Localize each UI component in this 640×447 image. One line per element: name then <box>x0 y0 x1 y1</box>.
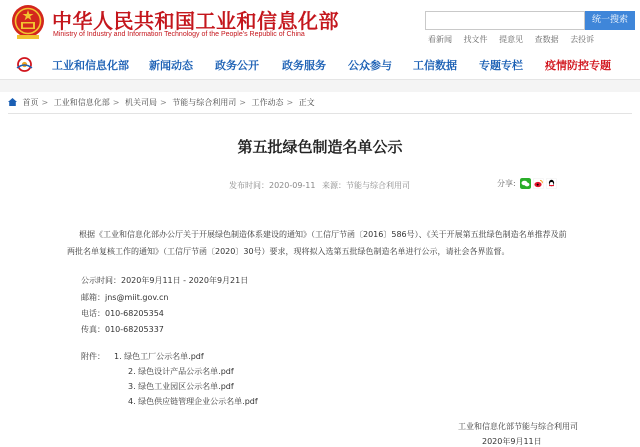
top-link-data[interactable]: 查数据 <box>534 35 559 44</box>
breadcrumb-home[interactable]: 首页 <box>22 98 39 107</box>
breadcrumb-miit[interactable]: 工业和信息化部 <box>53 98 110 107</box>
breadcrumb-energy-dept[interactable]: 节能与综合利用司 <box>172 98 237 107</box>
qq-icon[interactable] <box>546 178 557 189</box>
article-title: 第五批绿色制造名单公示 <box>237 138 403 156</box>
nav-item-public[interactable]: 公众参与 <box>348 59 392 72</box>
nav-item-gov-affairs[interactable]: 政务公开 <box>215 59 259 72</box>
signature-org: 工业和信息化部节能与综合利用司 <box>458 422 578 431</box>
home-icon <box>8 98 17 106</box>
publish-time: 发布时间：2020-09-11 <box>229 181 316 190</box>
paragraph-line-1: 根据《工业和信息化部办公厅关于开展绿色制造体系建设的通知》（工信厅节函〔2016〕586号）、《关于开展第五批绿色制造名单推荐及前 <box>79 230 567 239</box>
breadcrumb-current: 正文 <box>298 98 315 107</box>
signature-date: 2020年9月11日 <box>482 437 542 446</box>
national-emblem-icon[interactable] <box>10 3 46 41</box>
contact-fax: 传真：010-68205337 <box>81 325 164 334</box>
miit-logo-icon[interactable] <box>16 57 33 72</box>
site-subtitle: Ministry of Industry and Information Technology of the People's Republic of China <box>53 31 305 38</box>
breadcrumb-rule <box>8 113 632 114</box>
breadcrumb-work-news[interactable]: 工作动态 <box>251 98 284 107</box>
article-meta <box>229 180 414 191</box>
site-title[interactable]: 中华人民共和国工业和信息化部 <box>52 9 339 33</box>
nav-item-news[interactable]: 新闻动态 <box>149 59 193 72</box>
attachments-label: 附件： <box>81 352 105 361</box>
paragraph-line-2: 两批名单复核工作的通知》（工信厅节函〔2020〕30号）要求，现将拟入选第五批绿色制造名单进行公示，请社会各界监督。 <box>67 247 510 256</box>
nav-item-gov-services[interactable]: 政务服务 <box>282 59 326 72</box>
breadcrumb: 首页 > 工业和信息化部 > 机关司局 > 节能与综合利用司 > 工作动态 > 正文 <box>8 97 315 108</box>
article-source: 来源：节能与综合利用司 <box>322 181 411 190</box>
attachment-link[interactable]: 2. 绿色设计产品公示名单.pdf <box>128 367 234 376</box>
search-button[interactable]: 统一搜索 <box>585 11 635 30</box>
search-input[interactable] <box>425 11 585 30</box>
wechat-icon[interactable] <box>520 178 531 189</box>
contact-phone: 电话：010-68205354 <box>81 309 164 318</box>
attachment-link[interactable]: 3. 绿色工业园区公示名单.pdf <box>128 382 234 391</box>
top-links <box>428 34 603 45</box>
share-label: 分享: <box>497 179 516 188</box>
nav-item-miit[interactable]: 工业和信息化部 <box>52 59 129 72</box>
top-link-news[interactable]: 看新闻 <box>428 35 452 44</box>
nav-item-data[interactable]: 工信数据 <box>413 59 457 72</box>
nav-divider <box>0 80 640 92</box>
weibo-icon[interactable] <box>533 178 544 189</box>
top-link-complaint[interactable]: 去投诉 <box>570 35 595 44</box>
top-link-files[interactable]: 找文件 <box>463 35 488 44</box>
contact-email: 邮箱：jns@miit.gov.cn <box>81 293 169 302</box>
attachment-link[interactable]: 1. 绿色工厂公示名单.pdf <box>114 352 204 361</box>
top-link-feedback[interactable]: 提意见 <box>499 35 524 44</box>
breadcrumb-departments[interactable]: 机关司局 <box>125 98 158 107</box>
nav-item-epidemic[interactable]: 疫情防控专题 <box>545 59 611 72</box>
notice-period: 公示时间：2020年9月11日 - 2020年9月21日 <box>81 276 249 285</box>
nav-item-topics[interactable]: 专题专栏 <box>479 59 523 72</box>
site-header <box>0 0 640 50</box>
article-paragraph <box>67 226 627 260</box>
main-nav <box>0 50 640 80</box>
attachment-link[interactable]: 4. 绿色供应链管理企业公示名单.pdf <box>128 397 258 406</box>
